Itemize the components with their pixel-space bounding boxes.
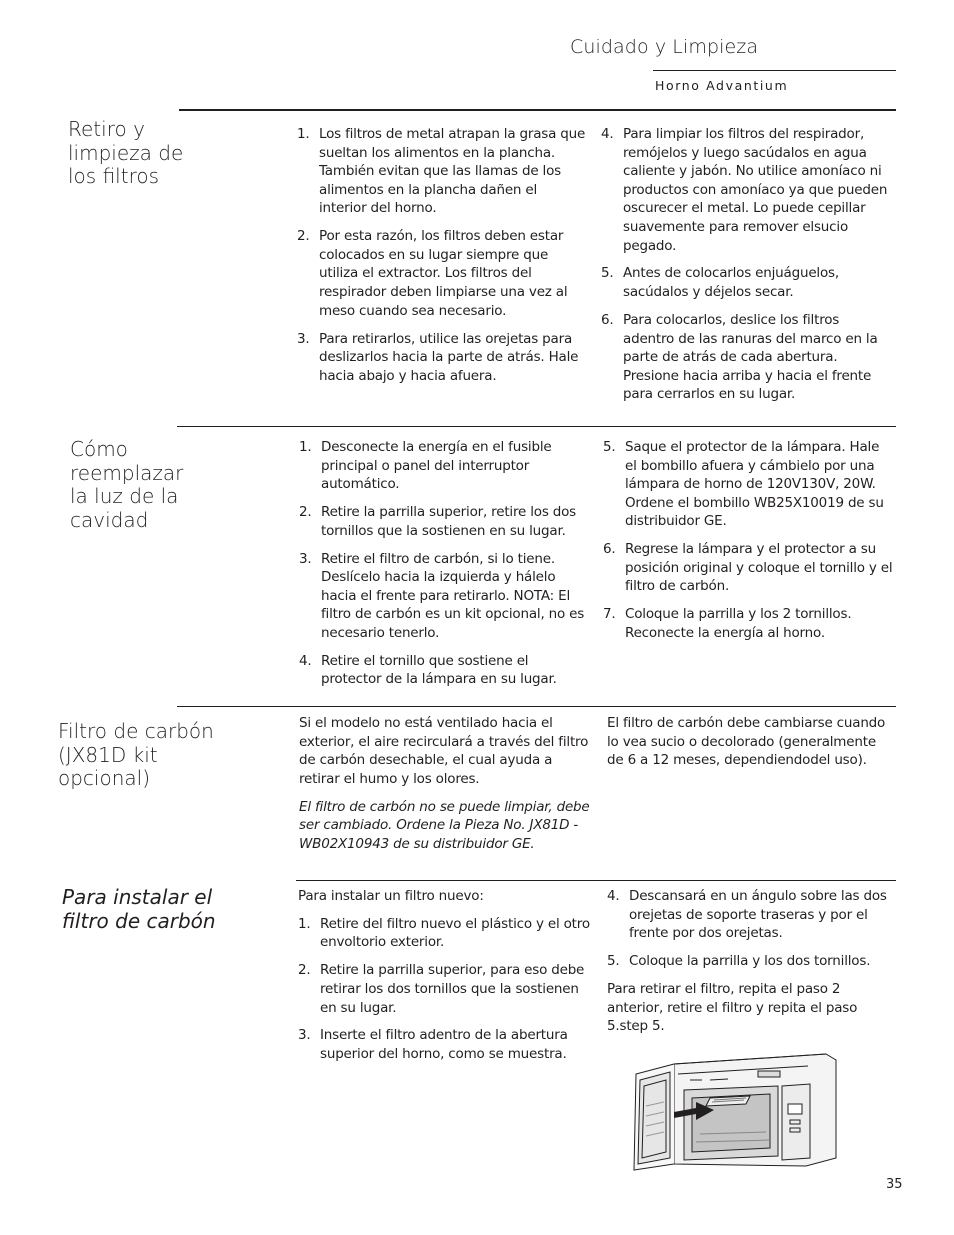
list-item: 1. Desconecte la energía en el fusible principal o panel del interruptor automático. xyxy=(299,439,552,493)
list-item: 2. Retire la parrilla superior, retire los dos tornillos que la sostienen en su lugar. xyxy=(299,504,577,539)
list-item: 3. Inserte el filtro adentro de la abertura superior del horno, como se muestra. xyxy=(298,1027,568,1063)
install-right-list xyxy=(607,887,897,1045)
section-title-charcoal: Filtro de carbón (JX81D kit opcional) xyxy=(58,719,214,790)
list-item: 6. Para colocarlos, deslice los filtros adentro de las ranuras del marco en la parte de atrás de cada abertura. Presione hacia arriba y hacia el frente para cerrarlos en su lugar. xyxy=(601,311,878,403)
install-left-list xyxy=(298,887,590,1073)
list-item: 2. Por esta razón, los filtros deben estar colocados en su lugar siempre que utiliza el extractor. Los filtros del respirador deben limpiarse una vez al meso cuando sea necesario. xyxy=(297,228,568,319)
list-item: 4. Retire el tornillo que sostiene el protector de la lámpara en su lugar. xyxy=(299,652,557,688)
top-divider xyxy=(179,109,896,111)
list-item: 5. Saque el protector de la lámpara. Hale el bombillo afuera y cámbielo por una lámpara de horno de 120V130V, 20W. Ordene el bombillo WB25X10019 de su distribuidor GE. xyxy=(603,439,884,530)
page-header-title: Cuidado y Limpieza xyxy=(570,36,759,58)
charcoal-paragraph: El filtro de carbón debe cambiarse cuando lo vea sucio o decolorado (generalmente de 6 a 12 meses, dependiendodel uso). xyxy=(607,715,886,769)
page-number: 35 xyxy=(886,1177,903,1192)
list-item: 2. Retire la parrilla superior, para eso debe retirar los dos tornillos que la sostienen en su lugar. xyxy=(298,962,585,1016)
filters-right-list xyxy=(601,125,891,413)
list-item: 1. Los filtros de metal atrapan la grasa que sueltan los alimentos en la plancha. También evitan que las llamas de los alimentos en la plancha dañen el interior del horno. xyxy=(297,126,586,217)
list-item: 6. Regrese la lámpara y el protector a su posición original y coloque el tornillo y el filtro de carbón. xyxy=(603,541,893,595)
charcoal-paragraph: Si el modelo no está ventilado hacia el exterior, el aire recirculará a través del filtro de carbón desechable, el cual ayuda a retirar el humo y los olores. xyxy=(299,715,589,787)
oven-filter-illustration xyxy=(630,1046,840,1172)
lamp-left-list xyxy=(299,438,589,698)
list-item: 4. Para limpiar los filtros del respirador, remójelos y luego sacúdalos en agua caliente y jabón. No utilice amoníaco ni productos con amoníaco ya que pueden oscurecer el metal. Lo puede cepillar suavemente para remover elsucio pegado. xyxy=(601,126,888,254)
list-item: 1. Retire del filtro nuevo el plástico y el otro envoltorio exterior. xyxy=(298,915,590,951)
section-divider xyxy=(296,880,896,881)
section-title-lamp: Cómo reemplazar la luz de la cavidad xyxy=(70,437,184,532)
charcoal-note: El filtro de carbón no se puede limpiar, debe ser cambiado. Ordene la Pieza No. JX81D - WB02X10943 de su distribuidor GE. xyxy=(299,798,590,852)
section-divider xyxy=(177,706,896,707)
charcoal-right-text xyxy=(607,714,887,779)
list-item: 3. Retire el filtro de carbón, si lo tiene. Deslícelo hacia la izquierda y hálelo hacia el frente para retirarlo. NOTA: El filtro de carbón es un kit opcional, no es necesario tenerlo. xyxy=(299,550,585,641)
list-item: 7. Coloque la parrilla y los 2 tornillos. Reconecte la energía al horno. xyxy=(603,606,852,641)
list-item: 4. Descansará en un ángulo sobre las dos orejetas de soporte traseras y por el frente por dos orejetas. xyxy=(607,888,887,942)
page-header-subtitle: Horno Advantium xyxy=(655,78,789,93)
list-item: 5. Coloque la parrilla y los dos tornillos. xyxy=(607,953,871,970)
list-item: 3. Para retirarlos, utilice las orejetas para deslizarlos hacia la parte de atrás. Hale hacia abajo y hacia afuera. xyxy=(297,330,579,384)
section-title-filters: Retiro y limpieza de los filtros xyxy=(68,117,184,188)
install-intro: Para instalar un filtro nuevo: xyxy=(298,888,484,904)
header-divider xyxy=(653,70,896,71)
filters-left-list xyxy=(297,125,587,395)
section-title-install: Para instalar el filtro de carbón xyxy=(62,885,216,933)
lamp-right-list xyxy=(603,438,893,652)
list-item: 5. Antes de colocarlos enjuáguelos, sacúdalos y déjelos secar. xyxy=(601,265,839,301)
install-paragraph: Para retirar el filtro, repita el paso 2 anterior, retire el filtro y repita el paso 5.step 5. xyxy=(607,980,858,1035)
section-divider xyxy=(177,426,896,427)
charcoal-left-text xyxy=(299,714,591,863)
